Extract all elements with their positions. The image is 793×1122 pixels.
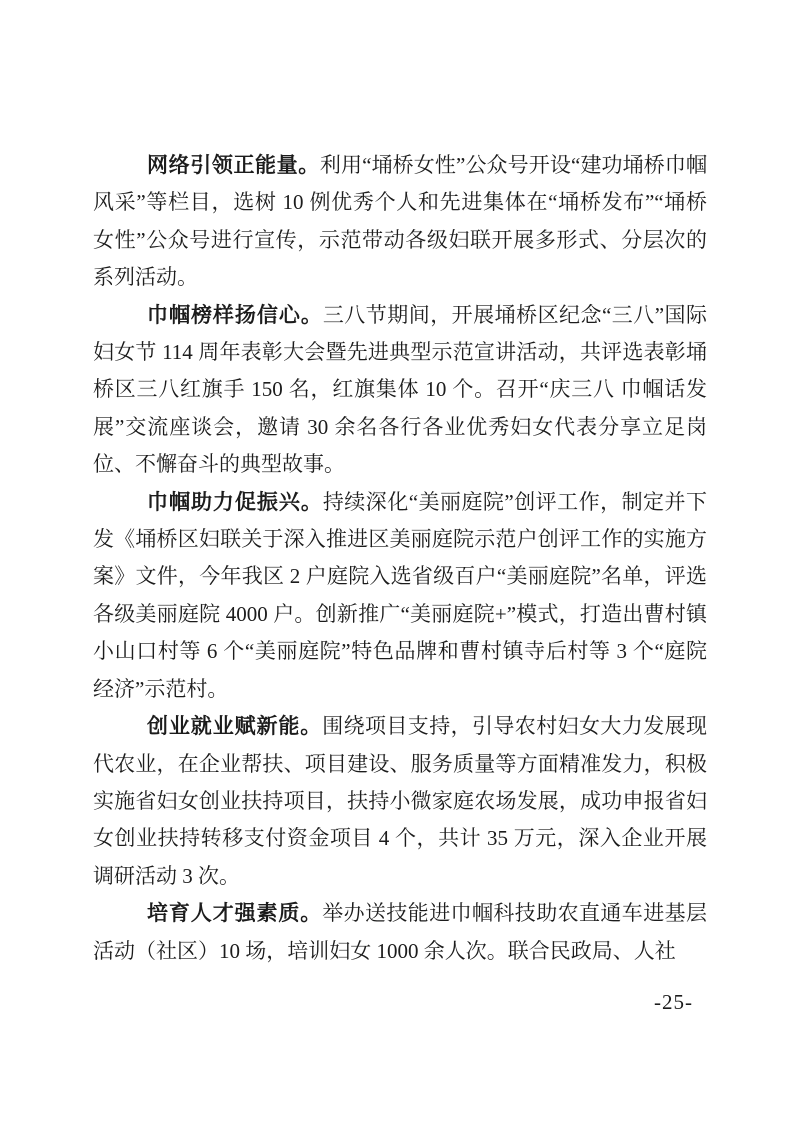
paragraph-body: 利用“埇桥女性”公众号开设“建功埇桥巾帼风采”等栏目，选树 10 例优秀个人和先进集体在“埇桥发布”“埇桥女性”公众号进行宣传，示范带动各级妇联开展多形式、分层次的系列活动。 [93, 153, 708, 290]
paragraph-body: 围绕项目支持，引导农村妇女大力发展现代农业，在企业帮扶、项目建设、服务质量等方面精准发力，积极实施省妇女创业扶持项目，扶持小微家庭农场发展，成功申报省妇女创业扶持转移支付资金项目 4 个，共计 35 万元，深入企业开展调研活动 3 次。 [93, 714, 708, 888]
paragraph [93, 708, 707, 895]
paragraph-lead: 巾帼助力促振兴。 [147, 489, 323, 514]
document-body [93, 147, 707, 970]
paragraph-lead: 巾帼榜样扬信心。 [147, 302, 323, 327]
paragraph-lead: 创业就业赋新能。 [147, 714, 323, 739]
paragraph [93, 484, 707, 708]
paragraph [93, 147, 707, 297]
paragraph-body: 三八节期间，开展埇桥区纪念“三八”国际妇女节 114 周年表彰大会暨先进典型示范宣讲活动，共评选表彰埇桥区三八红旗手 150 名，红旗集体 10 个。召开“庆三八 巾帼话发展”交流座谈会，邀请 30 余名各行各业优秀妇女代表分享立足岗位、不懈奋斗的典型故事。 [93, 302, 708, 477]
paragraph-lead: 培育人才强素质。 [147, 901, 323, 926]
paragraph [93, 895, 707, 970]
paragraph [93, 297, 707, 484]
paragraph-lead: 网络引领正能量。 [147, 153, 320, 177]
paragraph-body: 持续深化“美丽庭院”创评工作，制定并下发《埇桥区妇联关于深入推进区美丽庭院示范户创评工作的实施方案》文件，今年我区 2 户庭院入选省级百户“美丽庭院”名单，评选各级美丽庭院 4000 户。创新推广“美丽庭院+”模式，打造出曹村镇小山口村等 6 个“美丽庭院”特色品牌和曹村镇寺后村等 3 个“庭院经济”示范村。 [93, 489, 708, 701]
page-number: -25- [654, 990, 693, 1014]
paragraph-body: 举办送技能进巾帼科技助农直通车进基层活动（社区）10 场，培训妇女 1000 余人次。联合民政局、人社 [93, 901, 708, 963]
